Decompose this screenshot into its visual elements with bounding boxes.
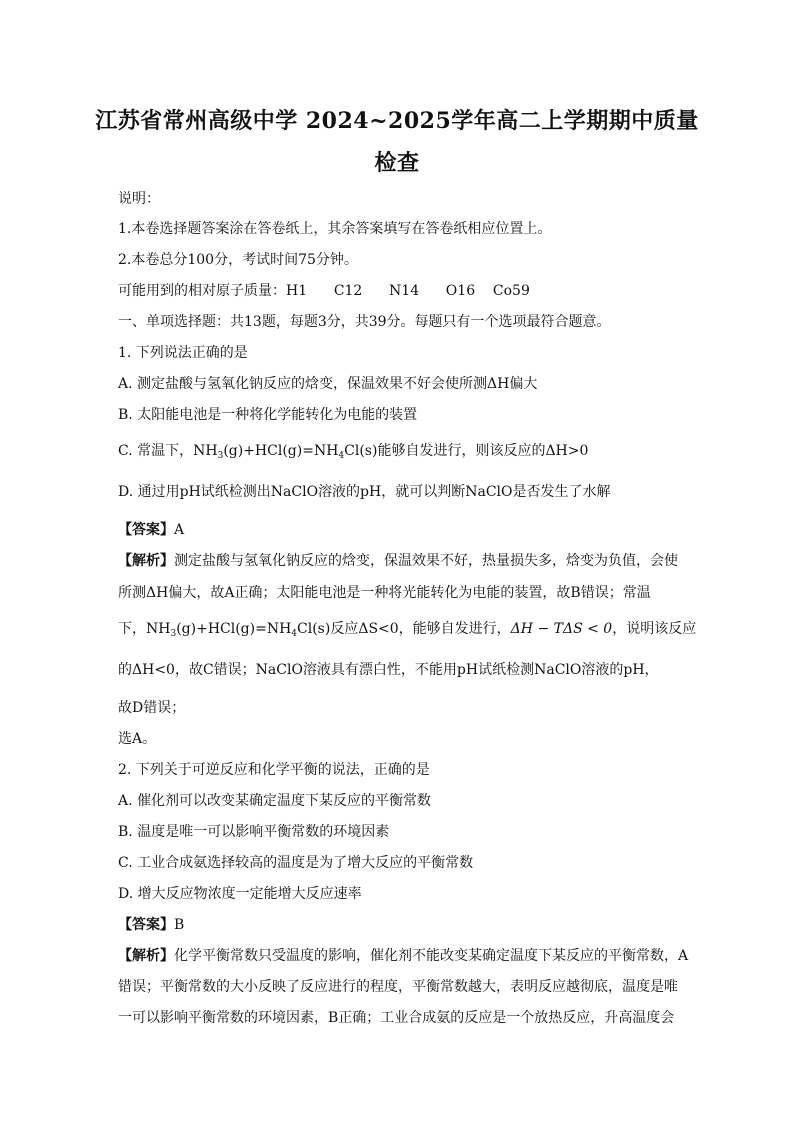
q2-option-b: B. 温度是唯一可以影响平衡常数的环境因素 [118, 824, 390, 840]
q1-option-c-text-1: C. 常温下，NH [118, 443, 218, 459]
q1-analysis-l3-text-3: Cl(s)反应ΔS<0，能够自发进行， [297, 621, 511, 637]
q2-analysis-line-1 [118, 945, 688, 965]
q2-answer-label: 【答案】 [118, 917, 174, 933]
q1-analysis-line-2: 所测ΔH偏大，故A正确；太阳能电池是一种将光能转化为电能的装置，故B错误；常温 [118, 585, 651, 601]
q1-answer-value: A [174, 522, 185, 538]
q1-analysis-text-1: 测定盐酸与氢氧化钠反应的焓变，保温效果不好，热量损失多，焓变为负值，会使 [174, 553, 678, 569]
q1-analysis-label: 【解析】 [118, 553, 174, 569]
q2-option-a: A. 催化剂可以改变某确定温度下某反应的平衡常数 [118, 793, 432, 809]
q2-analysis-line-3: 一可以影响平衡常数的环境因素，B正确；工业合成氨的反应是一个放热反应，升高温度会 [118, 1010, 675, 1026]
q1-analysis-l3-sub-2: 4 [291, 629, 298, 639]
q1-answer-label: 【答案】 [118, 522, 174, 538]
q2-stem: 2. 下列关于可逆反应和化学平衡的说法，正确的是 [118, 762, 430, 778]
q1-analysis-line-3 [118, 618, 696, 639]
q1-option-c-sub-1: 3 [217, 451, 224, 461]
q1-option-a: A. 测定盐酸与氢氧化钠反应的焓变，保温效果不好会使所测ΔH偏大 [118, 376, 538, 392]
q1-option-c-text-3: Cl(s)能够自发进行，则该反应的ΔH>0 [344, 443, 589, 459]
q1-analysis-line-5: 故D错误； [118, 700, 186, 716]
document-title-line1: 江苏省常州高级中学 2024~2025学年高二上学期期中质量 [95, 108, 699, 134]
q2-option-d: D. 增大反应物浓度一定能增大反应速率 [118, 886, 362, 902]
q1-option-c-sub-2: 4 [338, 451, 345, 461]
q2-analysis-label: 【解析】 [118, 948, 174, 964]
q1-conclusion: 选A。 [118, 731, 157, 747]
q1-analysis-line-4: 的ΔH<0，故C错误；NaClO溶液具有漂白性，不能用pH试纸检测NaClO溶液的pH， [118, 662, 659, 678]
instructions-heading: 说明： [118, 191, 160, 207]
q2-answer-value: B [174, 917, 185, 933]
q1-answer [118, 519, 184, 539]
section-1-header: 一、单项选择题：共13题，每题3分，共39分。每题只有一个选项最符合题意。 [118, 314, 611, 330]
document-title-line2: 检查 [374, 150, 420, 176]
q1-analysis-l3-text-4: ，说明该反应 [612, 621, 697, 637]
q1-analysis-line-1 [118, 550, 678, 570]
instructions-item-1: 1.本卷选择题答案涂在答卷纸上，其余答案填写在答卷纸相应位置上。 [118, 221, 552, 237]
q1-analysis-l3-sub-1: 3 [170, 629, 177, 639]
q1-option-c-text-2: (g)+HCl(g)=NH [223, 443, 339, 459]
q1-option-d: D. 通过用pH试纸检测出NaClO溶液的pH，就可以判断NaClO是否发生了水解 [118, 484, 611, 500]
q1-analysis-l3-text-1: 下，NH [118, 621, 171, 637]
q2-answer [118, 914, 184, 934]
q2-option-c: C. 工业合成氨选择较高的温度是为了增大反应的平衡常数 [118, 855, 474, 871]
q1-option-c [118, 440, 588, 461]
q1-stem: 1. 下列说法正确的是 [118, 345, 248, 361]
q2-analysis-text-1: 化学平衡常数只受温度的影响，催化剂不能改变某确定温度下某反应的平衡常数，A [174, 948, 689, 964]
q1-option-b: B. 太阳能电池是一种将化学能转化为电能的装置 [118, 407, 418, 423]
q2-analysis-line-2: 错误；平衡常数的大小反映了反应进行的程度，平衡常数越大，表明反应越彻底，温度是唯 [118, 979, 678, 995]
instructions-item-2: 2.本卷总分100分，考试时间75分钟。 [118, 252, 358, 268]
q1-analysis-l3-text-2: (g)+HCl(g)=NH [176, 621, 292, 637]
atomic-masses: 可能用到的相对原子质量：H1 C12 N14 O16 Co59 [118, 283, 530, 299]
q1-analysis-l3-formula: ΔH − TΔS < 0 [510, 621, 613, 637]
